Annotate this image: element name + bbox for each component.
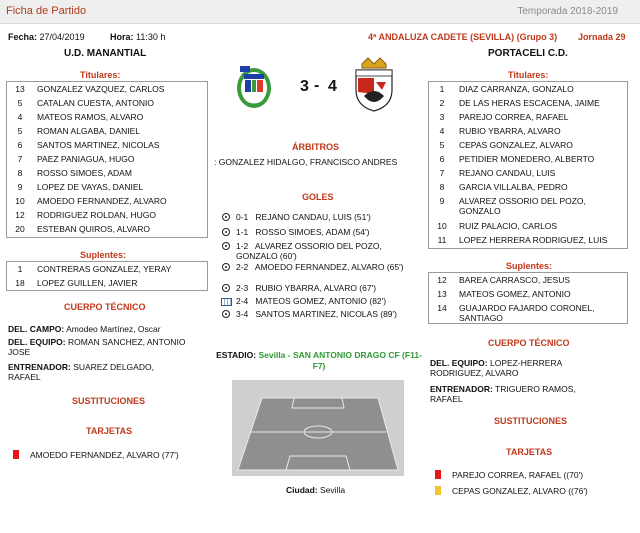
red-card-icon [13,450,19,459]
goal-net-icon [221,298,232,306]
home-staff-coach: ENTRENADOR: SUAREZ DELGADO, RAFAEL [8,362,154,382]
list-item: 13 GONZALEZ VAZQUEZ, CARLOS [15,84,165,94]
list-item: 18 LOPEZ GUILLEN, JAVIER [15,278,138,288]
list-item: 7 REJANO CANDAU, LUIS [439,168,556,178]
list-item: 8 ROSSO SIMOES, ADAM [17,168,132,178]
away-cards-heading: TARJETAS [506,447,553,457]
home-subs-heading: SUSTITUCIONES [72,396,146,406]
away-card-item: PAREJO CORREA, RAFAEL ((70') [452,470,584,480]
away-subs-heading: SUSTITUCIONES [494,416,568,426]
away-card-item: CEPAS GONZALEZ, ALVARO ((76') [452,486,588,496]
page-title: Ficha de Partido [6,5,87,17]
season-label: Temporada 2018-2019 [517,6,618,17]
list-item: 6 PETIDIER MONEDERO, ALBERTO [439,154,595,164]
home-starters-list [6,81,208,238]
list-item: 1 DIAZ CARRANZA, GONZALO [439,84,574,94]
away-staff-team: DEL. EQUIPO: LOPEZ-HERRERA RODRIGUEZ, ALVARO [430,358,562,378]
pitch-image [232,380,404,476]
soccer-ball-icon [222,213,230,221]
list-item: 14 GUAJARDO FAJARDO CORONEL, SANTIAGO [437,303,595,323]
home-subs-label: Suplentes: [80,250,127,260]
round-label: Jornada 29 [578,32,626,42]
competition-label: 4ª ANDALUZA CADETE (SEVILLA) (Grupo 3) [368,32,558,42]
list-item: 12 BAREA CARRASCO, JESUS [437,275,571,285]
home-staff-heading: CUERPO TÉCNICO [64,302,146,312]
list-item: 2 DE LAS HERAS ESCACENA, JAIME [439,98,600,108]
list-item: 10 AMOEDO FERNANDEZ, ALVARO [15,196,167,206]
away-score: 4 [328,78,337,95]
list-item: 9 LOPEZ DE VAYAS, DANIEL [17,182,144,192]
yellow-card-icon [435,486,441,495]
list-item: 12 RODRIGUEZ ROLDAN, HUGO [15,210,157,220]
away-team-name: PORTACELI C.D. [488,48,568,59]
home-score: 3 [300,78,309,95]
home-team-name: U.D. MANANTIAL [64,48,147,59]
soccer-ball-icon [222,228,230,236]
date-label: Fecha: 27/04/2019 [8,32,85,42]
list-item: 4 MATEOS RAMOS, ALVARO [17,112,144,122]
header-bar [0,0,640,24]
referee-name: : GONZALEZ HIDALGO, FRANCISCO ANDRES [214,157,398,167]
list-item: 3 PAREJO CORREA, RAFAEL [439,112,569,122]
away-starters-list [428,81,628,249]
home-crest-icon [234,60,274,112]
away-staff-coach: ENTRENADOR: TRIGUERO RAMOS, RAFAEL [430,384,576,404]
home-cards-heading: TARJETAS [86,426,133,436]
list-item: 7 PAEZ PANIAGUA, HUGO [17,154,135,164]
red-card-icon [435,470,441,479]
away-starters-label: Titulares: [508,70,549,80]
stadium-info: ESTADIO: Sevilla - SAN ANTONIO DRAGO CF (F11-F7) [216,350,422,371]
list-item: 4 RUBIO YBARRA, ALVARO [439,126,561,136]
home-starters-label: Titulares: [80,70,121,80]
city-info: Ciudad: Sevilla [286,485,346,495]
list-item: 13 MATEOS GOMEZ, ANTONIO [437,289,571,299]
list-item: 8 GARCIA VILLALBA, PEDRO [439,182,568,192]
home-staff-team: DEL. EQUIPO: ROMAN SANCHEZ, ANTONIO JOSE [8,337,186,357]
soccer-ball-icon [222,242,230,250]
list-item: 1 CONTRERAS GONZALEZ, YERAY [17,264,172,274]
list-item: 5 ROMAN ALGABA, DANIEL [17,126,140,136]
list-item: 5 CEPAS GONZALEZ, ALVARO [439,140,573,150]
soccer-ball-icon [222,263,230,271]
away-subs-list [428,272,628,324]
time-label: Hora: 11:30 h [110,32,166,42]
list-item: 5 CATALAN CUESTA, ANTONIO [17,98,154,108]
goals-heading: GOLES [302,192,334,202]
soccer-ball-icon [222,310,230,318]
list-item: 9 ALVAREZ OSSORIO DEL POZO, GONZALO [439,196,586,216]
score-separator: - [314,77,320,94]
list-item: 20 ESTEBAN QUIROS, ALVARO [15,224,151,234]
list-item: 10 RUIZ PALACIO, CARLOS [437,221,558,231]
home-card-item: AMOEDO FERNANDEZ, ALVARO (77') [30,450,179,460]
home-staff-field: DEL. CAMPO: Amodeo Martínez, Oscar [8,324,161,334]
away-staff-heading: CUERPO TÉCNICO [488,338,570,348]
away-subs-label: Suplentes: [506,261,553,271]
referees-heading: ÁRBITROS [292,142,339,152]
away-crest-icon [352,56,396,112]
list-item: 11 LOPEZ HERRERA RODRIGUEZ, LUIS [437,235,608,245]
home-subs-list [6,261,208,291]
soccer-ball-icon [222,284,230,292]
list-item: 6 SANTOS MARTINEZ, NICOLAS [17,140,160,150]
